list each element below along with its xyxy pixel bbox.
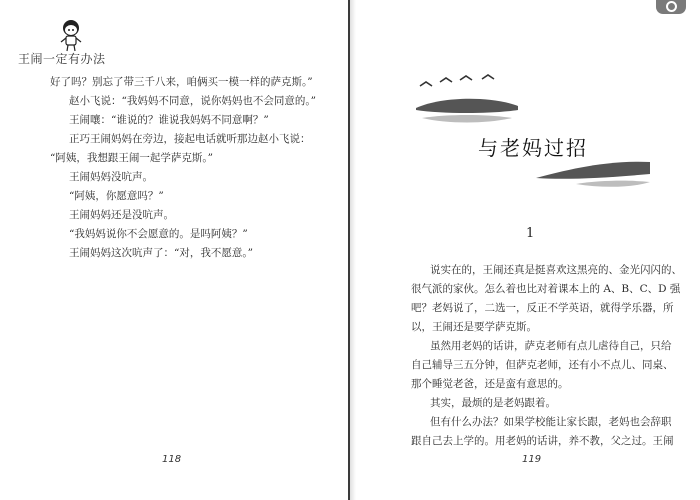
text-line: 赵小飞说：“我妈妈不同意，说你妈妈也不会同意的。” bbox=[69, 95, 316, 107]
text-line: 正巧王闹妈妈在旁边，接起电话就听那边赵小飞说： bbox=[69, 133, 311, 145]
spine-shadow bbox=[350, 0, 356, 500]
menu-circle-icon[interactable] bbox=[656, 0, 686, 14]
text-line: 王闹妈妈还是没吭声。 bbox=[69, 209, 174, 221]
section-number: 1 bbox=[526, 226, 535, 241]
boy-mascot-icon bbox=[56, 18, 86, 52]
text-line: 很气派的家伙。怎么着也比对着课本上的 A、B、C、D 强 bbox=[411, 283, 681, 295]
flying-birds-icon bbox=[418, 72, 508, 92]
text-line: 以，王闹还是要学萨克斯。 bbox=[411, 321, 537, 333]
text-line: 说实在的，王闹还真是挺喜欢这黑亮的、金光闪闪的、 bbox=[430, 264, 682, 276]
cloud-icon bbox=[412, 94, 522, 130]
text-line: 王闹嚷：“谁说的？谁说我妈妈不同意啊？” bbox=[69, 114, 269, 126]
text-line: “我妈妈说你不会愿意的。是吗阿姨？” bbox=[69, 228, 248, 240]
text-line: 自己辅导三五分钟，但萨克老师，还有小不点儿、同桌、 bbox=[411, 359, 674, 371]
text-line: 王闹妈妈这次吭声了：“对，我不愿意。” bbox=[69, 247, 253, 259]
text-line: 那个睡觉老爸，还是蛮有意思的。 bbox=[411, 378, 569, 390]
text-line: 但有什么办法？如果学校能让家长跟，老妈也会辞职 bbox=[430, 416, 672, 428]
text-line: 好了吗？别忘了带三千八来，咱俩买一模一样的萨克斯。” bbox=[50, 76, 313, 88]
cloud-icon bbox=[536, 156, 652, 192]
text-line: 王闹妈妈没吭声。 bbox=[69, 171, 153, 183]
text-line: “阿姨，你愿意吗？” bbox=[69, 190, 164, 202]
text-line: 跟自己去上学的。用老妈的话讲，养不教，父之过。王闹 bbox=[411, 435, 674, 447]
text-line: 其实，最烦的是老妈跟着。 bbox=[430, 397, 556, 409]
page-number-left: 118 bbox=[162, 454, 182, 465]
text-line: 吧？老妈说了，二选一，反正不学英语，就得学乐器，所 bbox=[411, 302, 674, 314]
running-header bbox=[18, 18, 128, 70]
text-line: 虽然用老妈的话讲，萨克老师有点儿虐待自己，只给 bbox=[430, 340, 672, 352]
text-line: “阿姨，我想跟王闹一起学萨克斯。” bbox=[50, 152, 213, 164]
page-number-right: 119 bbox=[522, 454, 542, 465]
chapter-title: 与老妈过招 bbox=[478, 136, 588, 160]
header-title: 王闹一定有办法 bbox=[18, 52, 106, 66]
